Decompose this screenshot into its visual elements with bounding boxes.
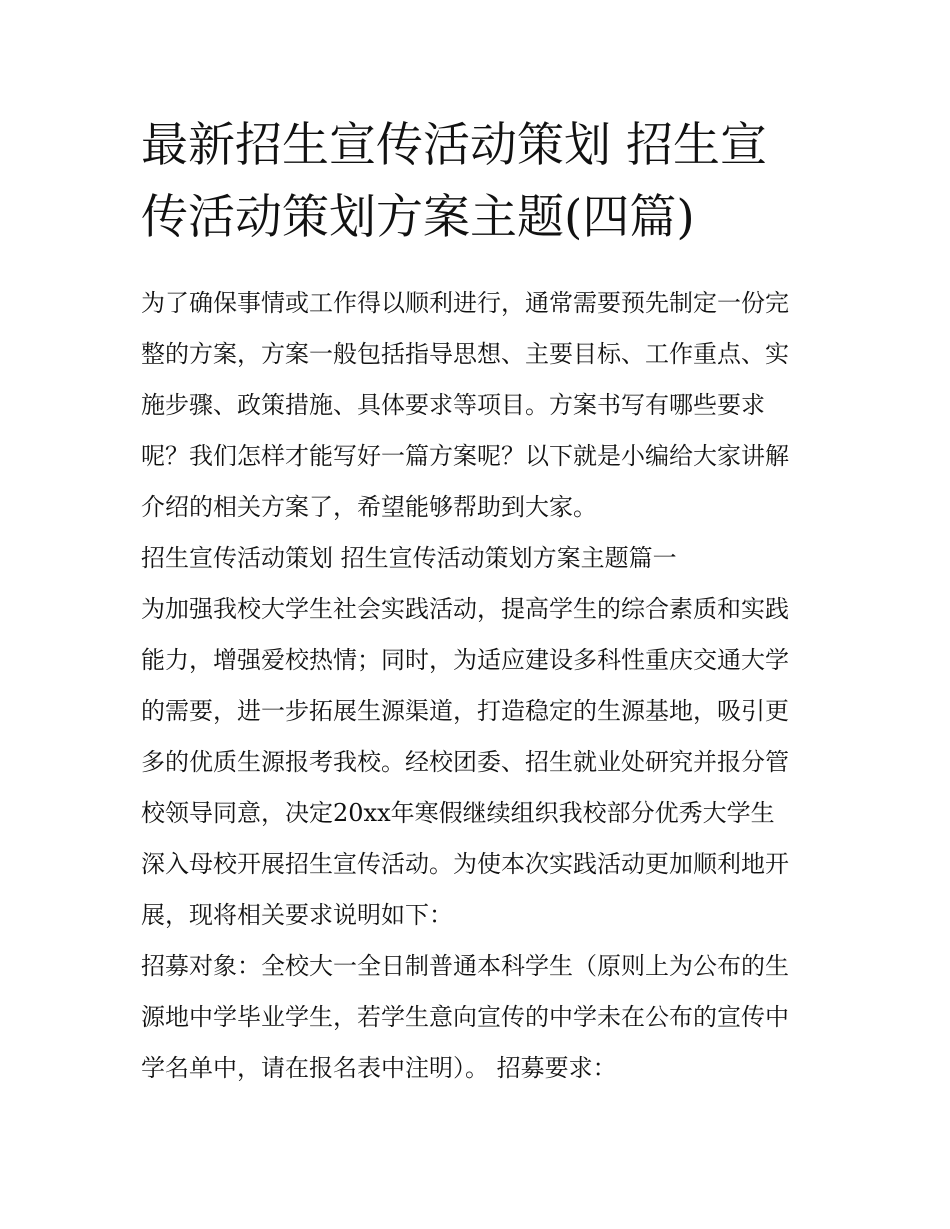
- text-line: 的需要，进一步拓展生源渠道，打造稳定的生源基地，吸引更: [141, 697, 789, 725]
- recruit-paragraph: [141, 941, 813, 1094]
- body-paragraph: [141, 584, 813, 941]
- text-line: 能力，增强爱校热情；同时，为适应建设多科性重庆交通大学: [141, 646, 789, 674]
- page-title: [141, 110, 813, 254]
- title-line: 最新招生宣传活动策划 招生宣: [141, 118, 767, 173]
- text-line: 展，现将相关要求说明如下：: [141, 901, 453, 929]
- section-heading-text: 招生宣传活动策划 招生宣传活动策划方案主题篇一: [141, 544, 677, 572]
- text-line: 源地中学毕业学生，若学生意向宣传的中学未在公布的宣传中: [141, 1003, 789, 1031]
- document-content: [141, 110, 813, 1094]
- text-line: 深入母校开展招生宣传活动。为使本次实践活动更加顺利地开: [141, 850, 789, 878]
- section-heading: [141, 533, 813, 584]
- text-line: 多的优质生源报考我校。经校团委、招生就业处研究并报分管: [141, 748, 789, 776]
- intro-paragraph: [141, 278, 813, 533]
- title-line: 传活动策划方案主题(四篇): [141, 190, 695, 245]
- text-line: 校领导同意，决定20xx年寒假继续组织我校部分优秀大学生: [141, 799, 775, 827]
- text-line: 招募对象：全校大一全日制普通本科学生（原则上为公布的生: [141, 952, 789, 980]
- text-line: 施步骤、政策措施、具体要求等项目。方案书写有哪些要求: [141, 391, 765, 419]
- text-line: 整的方案，方案一般包括指导思想、主要目标、工作重点、实: [141, 340, 789, 368]
- text-line: 为加强我校大学生社会实践活动，提高学生的综合素质和实践: [141, 595, 789, 623]
- text-line: 呢？我们怎样才能写好一篇方案呢？以下就是小编给大家讲解: [141, 442, 789, 470]
- text-line: 为了确保事情或工作得以顺利进行，通常需要预先制定一份完: [141, 289, 789, 317]
- text-line: 介绍的相关方案了，希望能够帮助到大家。: [141, 493, 597, 521]
- text-line: 学名单中，请在报名表中注明）。 招募要求：: [141, 1054, 617, 1082]
